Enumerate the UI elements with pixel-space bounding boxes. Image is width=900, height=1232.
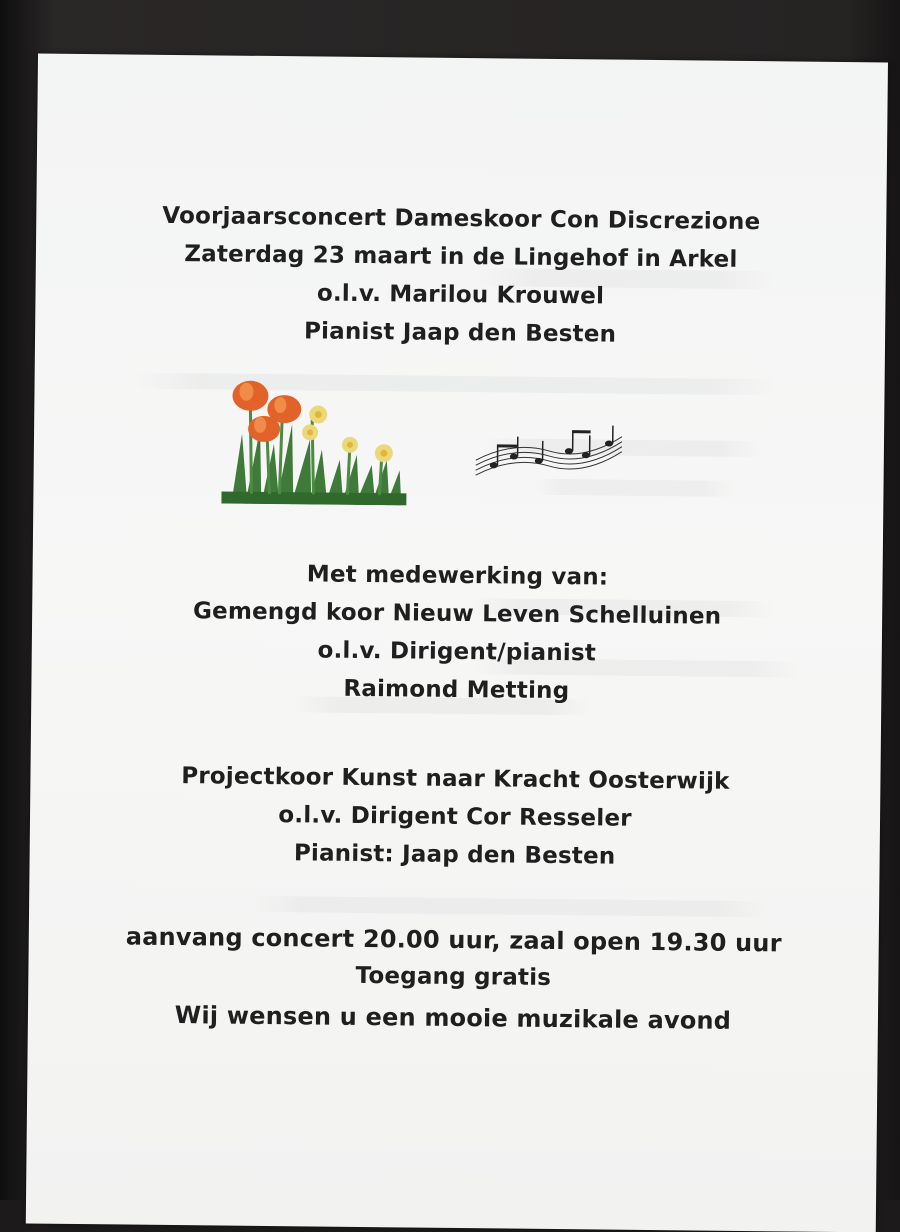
entry-info: Toegang gratis xyxy=(355,962,552,991)
pianist-line: Pianist Jaap den Besten xyxy=(303,318,617,348)
tulips-daffodils-icon xyxy=(221,374,412,506)
concert-title: Voorjaarsconcert Dameskoor Con Discrezione xyxy=(162,202,761,236)
guest-choir-2-conductor: o.l.v. Dirigent Cor Resseler xyxy=(278,802,632,832)
concert-times: aanvang concert 20.00 uur, zaal open 19.30 uur xyxy=(125,922,782,958)
music-notes-icon xyxy=(474,420,625,482)
guest-choir-1-conductor: o.l.v. Dirigent/pianist xyxy=(317,637,597,667)
guest-choir-1-person: Raimond Metting xyxy=(343,675,570,705)
guests-heading: Met medewerking van: xyxy=(306,561,609,591)
guest-choir-2-pianist: Pianist: Jaap den Besten xyxy=(293,840,616,870)
closing-wish: Wij wensen u een mooie muzikale avond xyxy=(174,1001,732,1035)
guest-choir-2-name: Projectkoor Kunst naar Kracht Oosterwijk xyxy=(181,763,730,795)
flyer-sheet xyxy=(26,54,888,1232)
concert-date-venue: Zaterdag 23 maart in de Lingehof in Arkel xyxy=(184,241,738,273)
conductor-line: o.l.v. Marilou Krouwel xyxy=(316,280,605,310)
guest-choir-1-name: Gemengd koor Nieuw Leven Schelluinen xyxy=(192,598,722,630)
